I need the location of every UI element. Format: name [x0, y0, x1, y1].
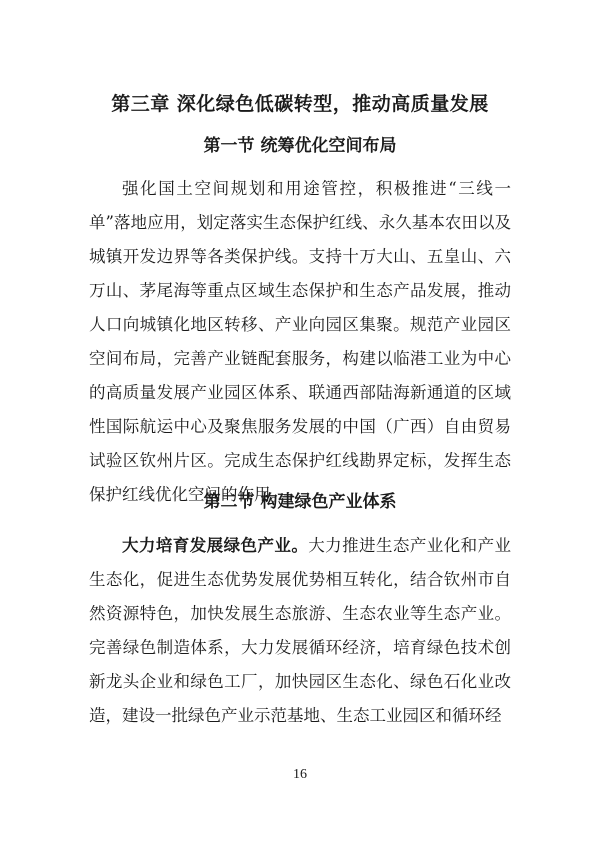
section-2-lead: 大力培育发展绿色产业。 [122, 536, 309, 555]
section-2-body: 大力推进生态产业化和产业生态化，促进生态优势发展优势相互转化，结合钦州市自然资源特色，加快发展生态旅游、生态农业等生态产业。完善绿色制造体系，大力发展循环经济，培育绿色技术创新龙头企业和绿色工厂，加快园区生态化、绿色石化业改造，建设一批绿色产业示范基地、生态工业园区和循环经 [89, 536, 512, 725]
chapter-title: 第三章 深化绿色低碳转型，推动高质量发展 [111, 93, 489, 115]
page-number: 16 [293, 767, 307, 782]
section-2-paragraph [89, 529, 511, 733]
section-1-body: 强化国土空间规划和用途管控，积极推进“三线一单”落地应用，划定落实生态保护红线、永久基本农田以及城镇开发边界等各类保护线。支持十万大山、五皇山、六万山、茅尾海等重点区域生态保护和生态产品发展，推动人口向城镇化地区转移、产业向园区集聚。规范产业园区空间布局，完善产业链配套服务，构建以临港工业为中心的高质量发展产业园区体系、联通西部陆海新通道的区域性国际航运中心及聚焦服务发展的中国（广西）自由贸易试验区钦州片区。完成生态保护红线勘界定标，发挥生态保护红线优化空间的作用。 [89, 179, 511, 504]
section-title-2: 第二节 构建绿色产业体系 [203, 492, 397, 512]
section-1-paragraph [89, 172, 511, 512]
section-title-1: 第一节 统筹优化空间布局 [203, 136, 397, 156]
